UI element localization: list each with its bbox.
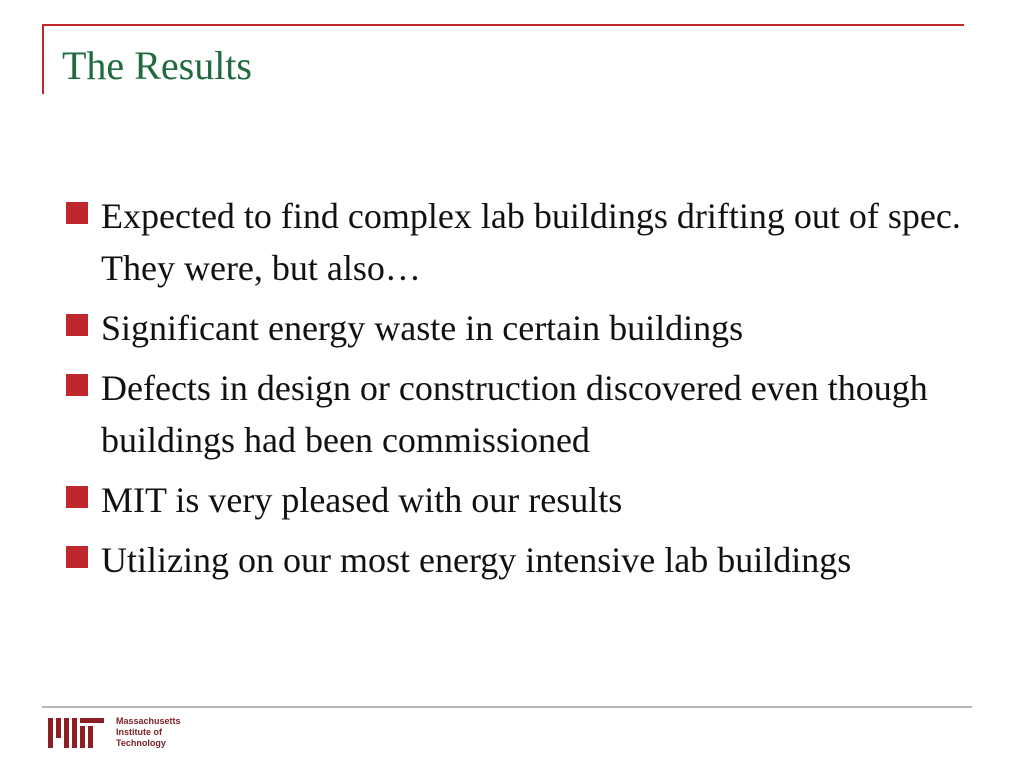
bullet-text: Utilizing on our most energy intensive lab buildings xyxy=(101,540,852,580)
bullet-text: MIT is very pleased with our results xyxy=(101,480,623,520)
bullet-item xyxy=(66,302,966,354)
logo-line: Institute of xyxy=(116,727,162,737)
bullet-item xyxy=(66,362,966,466)
title-frame-left-rule xyxy=(42,24,44,94)
bullet-list xyxy=(66,190,966,594)
square-bullet-icon xyxy=(66,486,88,508)
slide-title: The Results xyxy=(62,43,252,88)
mit-logo-icon xyxy=(48,716,106,750)
title-frame-top-rule xyxy=(42,24,964,26)
bullet-item xyxy=(66,534,966,586)
square-bullet-icon xyxy=(66,546,88,568)
footer-rule xyxy=(42,706,972,708)
bullet-item xyxy=(66,190,966,294)
bullet-text: Significant energy waste in certain buildings xyxy=(101,308,744,348)
logo-line: Technology xyxy=(116,738,166,748)
mit-logo xyxy=(48,716,181,752)
bullet-item xyxy=(66,474,966,526)
bullet-text: Defects in design or construction discovered even though buildings had been commissioned xyxy=(101,368,928,460)
square-bullet-icon xyxy=(66,314,88,336)
logo-line: Massachusetts xyxy=(116,716,181,726)
bullet-text: Expected to find complex lab buildings drifting out of spec. They were, but also… xyxy=(101,196,961,288)
square-bullet-icon xyxy=(66,374,88,396)
square-bullet-icon xyxy=(66,202,88,224)
mit-logo-text xyxy=(116,716,181,749)
